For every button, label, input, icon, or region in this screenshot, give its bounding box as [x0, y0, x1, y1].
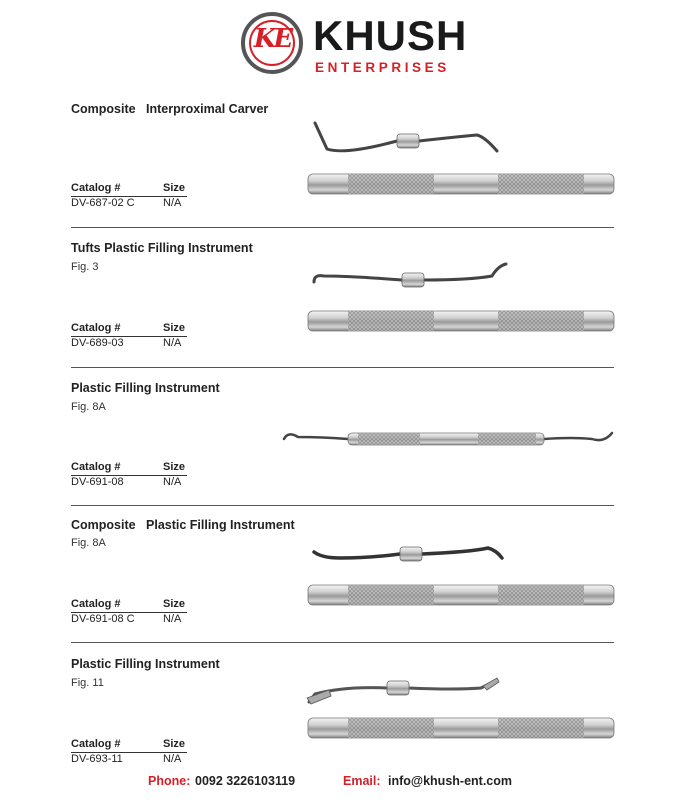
catalog-header: Catalog #: [71, 182, 121, 194]
size-header: Size: [163, 322, 186, 334]
logo-monogram: KE: [253, 24, 291, 54]
section-divider: [71, 367, 614, 368]
company-logo: [241, 12, 468, 82]
product-title: Composite Plastic Filling Instrument: [71, 518, 295, 532]
product-title: Plastic Filling Instrument: [71, 381, 220, 395]
size-header: Size: [163, 738, 186, 750]
size-header: Size: [163, 598, 186, 610]
instrument-tip-image: [310, 538, 510, 573]
logo-company-subtitle: ENTERPRISES: [315, 60, 450, 75]
size-header: Size: [163, 461, 186, 473]
size-value: N/A: [163, 197, 182, 209]
figure-label: Fig. 11: [71, 677, 104, 689]
figure-label: Fig. 3: [71, 261, 99, 273]
catalog-number: DV-691-08 C: [71, 613, 135, 625]
catalog-header: Catalog #: [71, 461, 121, 473]
size-header: Size: [163, 182, 186, 194]
catalog-number: DV-693-11: [71, 753, 123, 765]
product-title: Plastic Filling Instrument: [71, 657, 220, 671]
product-title: Tufts Plastic Filling Instrument: [71, 241, 253, 255]
logo-company-name: KHUSH: [313, 12, 468, 59]
phone-label: Phone:: [148, 774, 191, 788]
section-divider: [71, 227, 614, 228]
instrument-handle-image: [308, 170, 614, 200]
catalog-header: Catalog #: [71, 598, 121, 610]
figure-label: Fig. 8A: [71, 537, 106, 549]
catalog-header: Catalog #: [71, 322, 121, 334]
section-divider: [71, 505, 614, 506]
instrument-handle-image: [308, 714, 614, 744]
section-divider: [71, 642, 614, 643]
email-address[interactable]: info@khush-ent.com: [388, 774, 512, 788]
catalog-number: DV-687-02 C: [71, 197, 135, 209]
catalog-header: Catalog #: [71, 738, 121, 750]
instrument-handle-image: [308, 581, 614, 611]
product-title: Composite Interproximal Carver: [71, 102, 269, 116]
size-value: N/A: [163, 476, 182, 488]
catalog-number: DV-691-08: [71, 476, 124, 488]
size-value: N/A: [163, 753, 182, 765]
instrument-handle-image: [308, 307, 614, 337]
instrument-tip-image: [305, 115, 505, 160]
email-label: Email:: [343, 774, 381, 788]
size-value: N/A: [163, 613, 182, 625]
size-value: N/A: [163, 337, 182, 349]
instrument-tip-image: [305, 672, 505, 712]
phone-number: 0092 3226103119: [195, 774, 296, 788]
figure-label: Fig. 8A: [71, 401, 106, 413]
instrument-tip-image: [310, 260, 510, 295]
instrument-full-image: [282, 425, 617, 455]
catalog-number: DV-689-03: [71, 337, 124, 349]
